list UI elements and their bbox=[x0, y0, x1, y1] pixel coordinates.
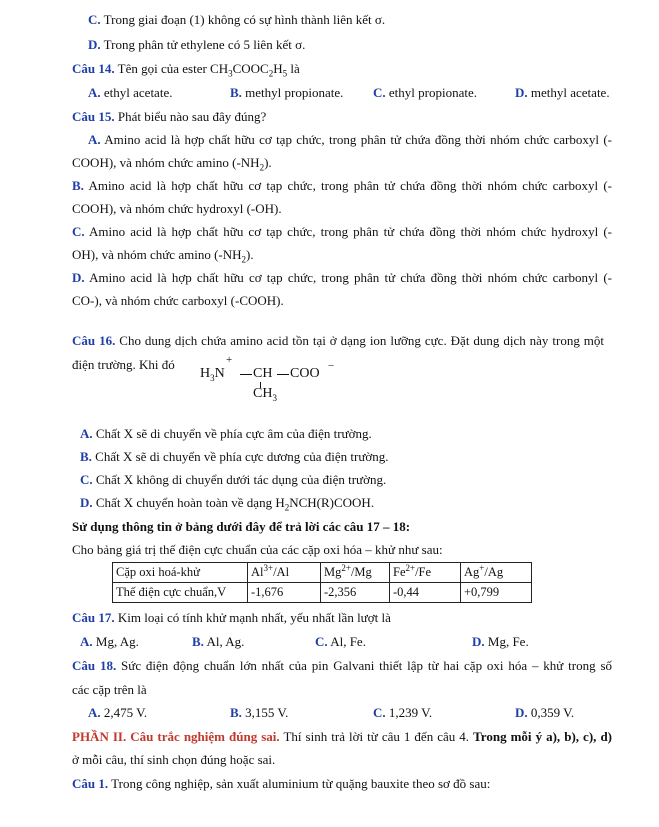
charge-plus: + bbox=[226, 354, 233, 366]
option-label: C. bbox=[80, 472, 93, 487]
superscript: 2+ bbox=[341, 562, 351, 573]
option-text: Chất X chuyển hoàn toàn về dạng H bbox=[95, 495, 285, 510]
q18-option-b bbox=[230, 705, 288, 721]
subscript: 2 bbox=[268, 68, 274, 79]
option-text: Amino acid là hợp chất hữu cơ tạp chức, trong phân tử chứa đồng thời nhóm chức hydroxyl (- bbox=[89, 224, 612, 239]
question-16-line2 bbox=[72, 357, 175, 373]
q16-option-c bbox=[80, 472, 386, 488]
option-label: A. bbox=[88, 85, 101, 100]
q17-option-b bbox=[192, 634, 244, 650]
q18-option-d bbox=[515, 705, 574, 721]
option-text: 3,155 V. bbox=[245, 705, 289, 720]
option-text: ethyl acetate. bbox=[103, 85, 173, 100]
subscript: 2 bbox=[284, 502, 290, 513]
option-label: C. bbox=[88, 12, 101, 27]
q15-option-a-line1 bbox=[88, 132, 612, 148]
q16-option-d bbox=[80, 495, 374, 511]
table-cell bbox=[390, 563, 461, 583]
table-cell: -1,676 bbox=[248, 583, 321, 603]
formula-text: CH bbox=[253, 386, 273, 401]
part-2-line2: ở mỗi câu, thí sinh chọn đúng hoặc sai. bbox=[72, 752, 276, 767]
q16-option-b bbox=[80, 449, 389, 465]
option-text: Trong phân tử ethylene có 5 liên kết σ. bbox=[103, 37, 306, 52]
info-heading: Sử dụng thông tin ở bảng dưới đây để trả lời các câu 17 – 18: bbox=[72, 519, 411, 534]
option-text: ). bbox=[246, 247, 254, 262]
option-label: C. bbox=[373, 85, 386, 100]
option-text: Al, Ag. bbox=[206, 634, 245, 649]
q15-option-c-line1 bbox=[72, 224, 612, 240]
q16-option-a bbox=[80, 426, 372, 442]
option-label: D. bbox=[472, 634, 485, 649]
part-2-question-1 bbox=[72, 776, 490, 792]
option-text: Amino acid là hợp chất hữu cơ tạp chức, trong phân tử chứa đồng thời nhóm chức carboxyl (- bbox=[88, 178, 612, 193]
formula-ch3 bbox=[253, 386, 277, 402]
option-text: ). bbox=[264, 155, 272, 170]
question-label: Câu 14. bbox=[72, 61, 115, 76]
option-text: NCH(R)COOH. bbox=[289, 495, 375, 510]
question-text: COOC bbox=[232, 61, 269, 76]
bond-line bbox=[240, 374, 252, 375]
option-text: COOH), và nhóm chức amino (-NH bbox=[72, 155, 260, 170]
question-17 bbox=[72, 610, 391, 626]
option-label: B. bbox=[72, 178, 84, 193]
option-label: A. bbox=[88, 132, 101, 147]
question-18-line2: các cặp trên là bbox=[72, 682, 147, 697]
option-text: Trong giai đoạn (1) không có sự hình thành liên kết σ. bbox=[103, 12, 386, 27]
table-cell: -2,356 bbox=[321, 583, 390, 603]
table-header-cell: Thế điện cực chuẩn,V bbox=[113, 583, 248, 603]
cell-text: Mg bbox=[324, 565, 342, 579]
table-header-cell: Cặp oxi hoá-khử bbox=[113, 563, 248, 583]
option-label: B. bbox=[230, 705, 242, 720]
formula-text: CH bbox=[253, 366, 273, 381]
q14-option-a bbox=[88, 85, 172, 101]
question-text: Cho dung dịch chứa amino acid tồn tại ở dạng ion lưỡng cực. Đặt dung dịch này trong một bbox=[119, 333, 604, 348]
option-label: C. bbox=[72, 224, 85, 239]
q15-option-d-line2 bbox=[72, 293, 284, 309]
cell-text: Al bbox=[251, 565, 264, 579]
option-label: C. bbox=[315, 634, 328, 649]
table-cell bbox=[461, 563, 532, 583]
question-label: Câu 1. bbox=[72, 776, 109, 791]
formula-text: COO bbox=[290, 366, 320, 381]
option-text: Chất X sẽ di chuyển về phía cực âm của điện trường. bbox=[95, 426, 372, 441]
cell-text: Fe bbox=[393, 565, 406, 579]
table-row bbox=[113, 563, 532, 583]
superscript: 3+ bbox=[263, 562, 274, 573]
option-text: COOH), và nhóm chức hydroxyl (-OH). bbox=[72, 201, 282, 216]
q14-option-d bbox=[515, 85, 610, 101]
option-label: A. bbox=[80, 634, 93, 649]
formula-text: H bbox=[200, 366, 211, 381]
part-2-heading bbox=[72, 729, 612, 745]
question-15 bbox=[72, 109, 266, 125]
q17-option-d bbox=[472, 634, 529, 650]
cell-text: /Fe bbox=[415, 565, 432, 579]
option-label: A. bbox=[88, 705, 101, 720]
option-text: ethyl propionate. bbox=[388, 85, 477, 100]
q14-option-c bbox=[373, 85, 477, 101]
question-text: Sức điện động chuẩn lớn nhất của pin Galvani thiết lập từ hai cặp oxi hóa – khử trong số bbox=[121, 658, 613, 673]
question-text: Trong công nghiệp, sản xuất aluminium từ quặng bauxite theo sơ đồ sau: bbox=[111, 776, 491, 791]
cell-text: /Mg bbox=[350, 565, 372, 579]
section-text-bold: Trong mỗi ý a), b), c), d) bbox=[473, 729, 612, 744]
question-label: Câu 15. bbox=[72, 109, 115, 124]
option-label: B. bbox=[230, 85, 242, 100]
q13-option-c bbox=[88, 12, 385, 28]
q15-option-c-line2 bbox=[72, 247, 254, 263]
zwitterion-formula bbox=[200, 355, 360, 405]
q17-option-a bbox=[80, 634, 139, 650]
electrode-potential-table bbox=[112, 562, 532, 603]
question-text: điện trường. Khi đó bbox=[72, 357, 175, 372]
option-text: Amino acid là hợp chất hữu cơ tạp chức, trong phân tử chứa đồng thời nhóm chức carboxyl (- bbox=[104, 132, 612, 147]
section-title: PHẦN II. Câu trắc nghiệm đúng sai. bbox=[72, 729, 280, 744]
question-text: H bbox=[273, 61, 283, 76]
question-text: là bbox=[287, 61, 300, 76]
option-text: Mg, Fe. bbox=[487, 634, 529, 649]
question-label: Câu 16. bbox=[72, 333, 116, 348]
option-text: 1,239 V. bbox=[388, 705, 433, 720]
table-cell: -0,44 bbox=[390, 583, 461, 603]
q15-option-b-line2 bbox=[72, 201, 282, 217]
option-text: Amino acid là hợp chất hữu cơ tạp chức, trong phân tử chứa đồng thời nhóm chức carbonyl (- bbox=[89, 270, 612, 285]
cell-text: Ag bbox=[464, 565, 480, 579]
option-label: B. bbox=[192, 634, 204, 649]
option-label: D. bbox=[72, 270, 85, 285]
option-text: OH), và nhóm chức amino (-NH bbox=[72, 247, 242, 262]
table-cell bbox=[248, 563, 321, 583]
cell-text: /Al bbox=[273, 565, 290, 579]
q15-option-d-line1 bbox=[72, 270, 612, 286]
option-text: methyl propionate. bbox=[245, 85, 344, 100]
formula-text: N bbox=[214, 366, 225, 381]
q18-option-c bbox=[373, 705, 432, 721]
question-18-line1 bbox=[72, 658, 612, 674]
bond-line bbox=[277, 374, 289, 375]
option-text: 2,475 V. bbox=[103, 705, 148, 720]
option-label: D. bbox=[80, 495, 93, 510]
option-text: Chất X không di chuyển dưới tác dụng của điện trường. bbox=[95, 472, 387, 487]
info-intro: Cho bảng giá trị thế điện cực chuẩn của các cặp oxi hóa – khử như sau: bbox=[72, 542, 443, 557]
option-label: D. bbox=[515, 85, 528, 100]
q13-option-d bbox=[88, 37, 305, 53]
question-text: Kim loại có tính khử mạnh nhất, yếu nhất lần lượt là bbox=[117, 610, 391, 625]
option-text: Mg, Ag. bbox=[95, 634, 139, 649]
question-label: Câu 17. bbox=[72, 610, 115, 625]
formula-h3n bbox=[200, 366, 225, 382]
table-cell bbox=[321, 563, 390, 583]
option-text: CO-), và nhóm chức carboxyl (-COOH). bbox=[72, 293, 284, 308]
question-text: Tên gọi của ester CH bbox=[117, 61, 229, 76]
option-label: C. bbox=[373, 705, 386, 720]
cell-text: /Ag bbox=[484, 565, 504, 579]
q15-option-b-line1 bbox=[72, 178, 612, 194]
subscript: 3 bbox=[228, 68, 233, 79]
question-text: Phát biểu nào sau đây đúng? bbox=[117, 109, 267, 124]
subscript: 3 bbox=[272, 392, 277, 403]
option-label: B. bbox=[80, 449, 92, 464]
option-label: D. bbox=[88, 37, 101, 52]
question-14 bbox=[72, 61, 300, 77]
option-label: D. bbox=[515, 705, 528, 720]
option-text: methyl acetate. bbox=[530, 85, 610, 100]
q18-option-a bbox=[88, 705, 147, 721]
option-text: 0,359 V. bbox=[530, 705, 575, 720]
q17-option-c bbox=[315, 634, 366, 650]
table-cell: +0,799 bbox=[461, 583, 532, 603]
section-text: Thí sinh trả lời từ câu 1 đến câu 4. bbox=[279, 729, 474, 744]
superscript: 2+ bbox=[405, 562, 416, 573]
option-label: A. bbox=[80, 426, 93, 441]
superscript: + bbox=[479, 562, 485, 573]
table-row bbox=[113, 583, 532, 603]
subscript: 3 bbox=[210, 372, 215, 383]
option-text: Al, Fe. bbox=[330, 634, 366, 649]
charge-minus: − bbox=[328, 360, 335, 372]
option-text: Chất X sẽ di chuyển về phía cực dương của điện trường. bbox=[95, 449, 389, 464]
q14-option-b bbox=[230, 85, 343, 101]
subscript: 2 bbox=[241, 254, 247, 265]
question-16-line1 bbox=[72, 333, 604, 349]
question-label: Câu 18. bbox=[72, 658, 117, 673]
subscript: 5 bbox=[282, 68, 288, 79]
subscript: 2 bbox=[259, 162, 265, 173]
q15-option-a-line2 bbox=[72, 155, 272, 171]
